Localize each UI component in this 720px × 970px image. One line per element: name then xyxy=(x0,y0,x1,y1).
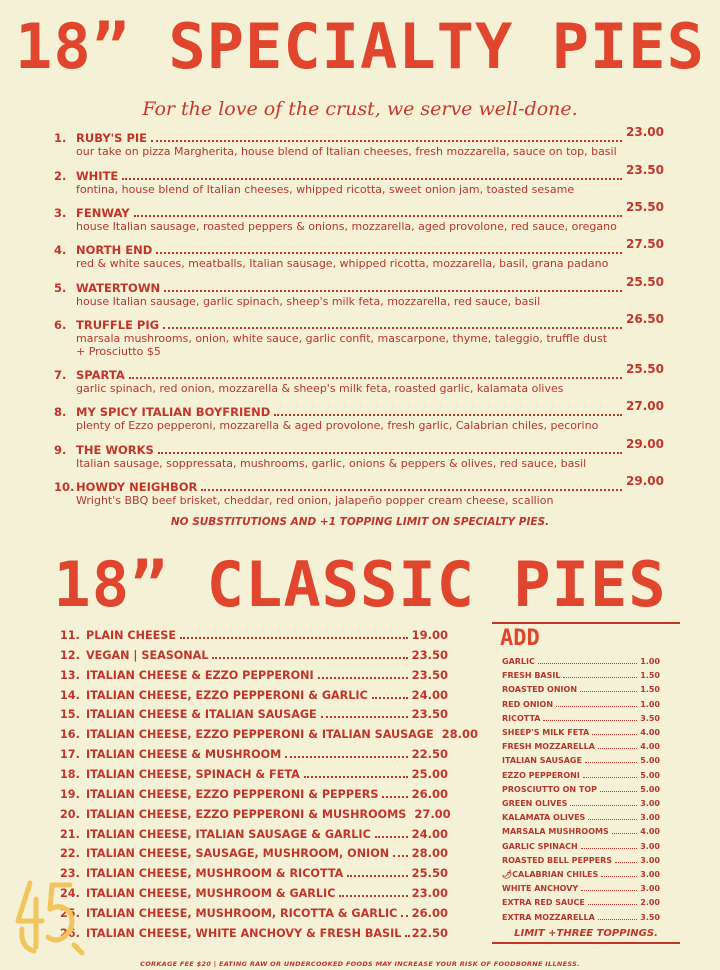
add-item xyxy=(502,728,660,737)
add-item xyxy=(502,884,660,893)
specialty-pies-title: 18” SPECIALTY PIES xyxy=(15,10,705,83)
item-name: ITALIAN CHEESE, EZZO PEPPERONI & MUSHROOMS xyxy=(86,808,407,821)
dot-leader xyxy=(372,697,408,699)
dot-leader xyxy=(612,833,638,834)
add-item-price: 3.00 xyxy=(640,842,660,851)
add-item xyxy=(502,827,660,836)
item-price: 26.50 xyxy=(626,312,664,326)
add-item-name: FRESH BASIL xyxy=(502,671,561,680)
add-item xyxy=(502,856,660,865)
add-item xyxy=(502,700,660,709)
item-number: 2. xyxy=(54,169,67,183)
classic-item xyxy=(60,648,448,662)
dot-leader xyxy=(580,691,637,692)
item-name: ITALIAN CHEESE, SPINACH & FETA xyxy=(86,768,300,781)
specialty-item xyxy=(54,474,664,507)
add-item-price: 5.00 xyxy=(640,785,660,794)
item-price: 22.50 xyxy=(411,926,448,940)
item-number: 24. xyxy=(60,887,80,900)
item-description: our take on pizza Margherita, house blend of Italian cheeses, fresh mozzarella, sauce on top, basil xyxy=(76,145,617,158)
dot-leader xyxy=(151,140,622,142)
item-number: 4. xyxy=(54,243,67,257)
add-item-name: EZZO PEPPERONI xyxy=(502,771,580,780)
specialty-item-line xyxy=(54,237,664,257)
item-description: Italian sausage, soppressata, mushrooms, garlic, onions & peppers & olives, red sauce, basil xyxy=(76,457,587,470)
classic-item xyxy=(60,668,448,682)
dot-leader xyxy=(592,734,637,735)
add-item-price: 3.00 xyxy=(640,813,660,822)
add-limit-note: LIMIT +THREE TOPPINGS. xyxy=(514,928,658,939)
add-item xyxy=(502,870,660,879)
add-item-price: 3.00 xyxy=(640,870,660,879)
restaurant-logo-icon xyxy=(12,875,90,957)
specialty-item-line xyxy=(54,474,664,494)
dot-leader xyxy=(347,875,407,877)
classic-item xyxy=(60,807,451,821)
specialty-item xyxy=(54,399,664,432)
item-description: house Italian sausage, roasted peppers & onions, mozzarella, aged provolone, red sauce, oregano xyxy=(76,220,617,233)
dot-leader xyxy=(601,876,637,877)
add-item xyxy=(502,714,660,723)
add-item-name: KALAMATA OLIVES xyxy=(502,813,586,822)
item-price: 23.50 xyxy=(411,648,448,662)
item-number: 12. xyxy=(60,649,80,662)
add-box-bottom-rule xyxy=(492,942,680,944)
item-name: VEGAN | SEASONAL xyxy=(86,649,209,662)
item-price: 24.00 xyxy=(411,688,448,702)
add-item-name: MARSALA MUSHROOMS xyxy=(502,827,609,836)
item-name: TRUFFLE PIG xyxy=(76,318,160,332)
item-price: 23.50 xyxy=(411,668,448,682)
item-description: fontina, house blend of Italian cheeses, whipped ricotta, sweet onion jam, toasted sesame xyxy=(76,183,575,196)
add-item-price: 4.00 xyxy=(640,827,660,836)
item-name: ITALIAN CHEESE, EZZO PEPPERONI & ITALIAN SAUSAGE xyxy=(86,728,434,741)
specialty-item xyxy=(54,362,664,395)
tagline: For the love of the crust, we serve well-done. xyxy=(142,98,578,120)
dot-leader xyxy=(321,716,408,718)
dot-leader xyxy=(588,904,637,905)
item-name: ITALIAN CHEESE, EZZO PEPPERONI & PEPPERS xyxy=(86,788,379,801)
item-name: HOWDY NEIGHBOR xyxy=(76,480,198,494)
dot-leader xyxy=(201,489,622,491)
dot-leader xyxy=(382,796,407,798)
item-number: 21. xyxy=(60,828,80,841)
dot-leader xyxy=(274,414,622,416)
specialty-item xyxy=(54,437,664,470)
add-item-price: 3.00 xyxy=(640,884,660,893)
item-name: WATERTOWN xyxy=(76,281,161,295)
classic-item xyxy=(60,628,448,642)
item-name: NORTH END xyxy=(76,243,153,257)
add-item xyxy=(502,771,660,780)
item-price: 28.00 xyxy=(441,727,479,741)
item-price: 25.50 xyxy=(626,362,664,376)
item-price: 22.50 xyxy=(411,747,448,761)
item-price: 23.00 xyxy=(411,886,448,900)
classic-item xyxy=(60,747,448,761)
item-name: ITALIAN CHEESE, MUSHROOM & GARLIC xyxy=(86,887,336,900)
add-item-price: 3.50 xyxy=(640,714,660,723)
add-item-price: 4.00 xyxy=(640,742,660,751)
footer-disclaimer: CORKAGE FEE $20 | EATING RAW OR UNDERCOOKED FOODS MAY INCREASE YOUR RISK OF FOODBORNE ILLNESS. xyxy=(140,960,580,968)
item-name: ITALIAN CHEESE, EZZO PEPPERONI & GARLIC xyxy=(86,689,368,702)
add-item-price: 2.00 xyxy=(640,898,660,907)
item-number: 10. xyxy=(54,480,75,494)
add-item-name: ITALIAN SAUSAGE xyxy=(502,756,582,765)
item-number: 20. xyxy=(60,808,80,821)
classic-pies-title: 18” CLASSIC PIES xyxy=(53,548,667,621)
item-price: 27.00 xyxy=(626,399,664,413)
item-name: ITALIAN CHEESE & ITALIAN SAUSAGE xyxy=(86,708,317,721)
item-price: 23.00 xyxy=(626,125,664,139)
dot-leader xyxy=(339,895,407,897)
item-name: PLAIN CHEESE xyxy=(86,629,176,642)
item-name: RUBY'S PIE xyxy=(76,131,148,145)
add-item-price: 5.00 xyxy=(640,771,660,780)
item-number: 15. xyxy=(60,708,80,721)
item-description: garlic spinach, red onion, mozzarella & sheep's milk feta, roasted garlic, kalamata olives xyxy=(76,382,564,395)
dot-leader xyxy=(585,762,637,763)
classic-item xyxy=(60,866,448,880)
dot-leader xyxy=(570,805,637,806)
item-number: 16. xyxy=(60,728,80,741)
dot-leader xyxy=(129,377,622,379)
item-number: 17. xyxy=(60,748,80,761)
add-item xyxy=(502,913,660,922)
classic-item xyxy=(60,707,448,721)
specialty-item-line xyxy=(54,275,664,295)
specialty-note: NO SUBSTITUTIONS AND +1 TOPPING LIMIT ON SPECIALTY PIES. xyxy=(170,516,550,528)
add-item-name: WHITE ANCHOVY xyxy=(502,884,579,893)
item-price: 28.00 xyxy=(411,846,448,860)
item-price: 25.50 xyxy=(411,866,448,880)
add-item-name: FRESH MOZZARELLA xyxy=(502,742,595,751)
add-item-price: 5.00 xyxy=(640,756,660,765)
add-item xyxy=(502,799,660,808)
add-item xyxy=(502,898,660,907)
add-title: ADD xyxy=(500,626,540,651)
add-item xyxy=(502,785,660,794)
dot-leader xyxy=(393,855,408,857)
classic-item xyxy=(60,827,448,841)
add-item-name: GARLIC xyxy=(502,657,535,666)
add-item xyxy=(502,685,660,694)
classic-item xyxy=(60,906,448,920)
dot-leader xyxy=(164,290,622,292)
dot-leader xyxy=(285,756,407,758)
item-number: 25. xyxy=(60,907,80,920)
item-number: 6. xyxy=(54,318,67,332)
add-item-price: 1.00 xyxy=(640,657,660,666)
specialty-item xyxy=(54,125,664,158)
item-price: 19.00 xyxy=(411,628,448,642)
add-item-name: EXTRA MOZZARELLA xyxy=(502,913,595,922)
classic-item xyxy=(60,688,448,702)
add-item xyxy=(502,813,660,822)
item-price: 27.50 xyxy=(626,237,664,251)
dot-leader xyxy=(158,452,622,454)
specialty-item-line xyxy=(54,200,664,220)
item-name: ITALIAN CHEESE, MUSHROOM & RICOTTA xyxy=(86,867,344,880)
specialty-item-line xyxy=(54,399,664,419)
item-number: 11. xyxy=(60,629,80,642)
dot-leader xyxy=(598,748,637,749)
add-item xyxy=(502,742,660,751)
dot-leader xyxy=(588,819,637,820)
item-name: FENWAY xyxy=(76,206,130,220)
item-price: 25.00 xyxy=(411,767,448,781)
dot-leader xyxy=(122,178,622,180)
dot-leader xyxy=(134,215,622,217)
item-number: 18. xyxy=(60,768,80,781)
add-item-price: 4.00 xyxy=(640,728,660,737)
dot-leader xyxy=(600,791,637,792)
item-price: 25.50 xyxy=(626,275,664,289)
dot-leader xyxy=(180,637,408,639)
item-name: ITALIAN CHEESE & EZZO PEPPERONI xyxy=(86,669,314,682)
dot-leader xyxy=(563,677,637,678)
item-number: 23. xyxy=(60,867,80,880)
classic-item xyxy=(60,846,448,860)
dot-leader xyxy=(556,706,637,707)
dot-leader xyxy=(212,657,407,659)
specialty-item xyxy=(54,312,664,358)
dot-leader xyxy=(375,836,408,838)
add-item-name: RICOTTA xyxy=(502,714,541,723)
item-number: 13. xyxy=(60,669,80,682)
add-item-name: ROASTED ONION xyxy=(502,685,578,694)
item-number: 19. xyxy=(60,788,80,801)
item-number: 9. xyxy=(54,443,67,457)
add-item-price: 1.00 xyxy=(640,700,660,709)
item-number: 5. xyxy=(54,281,67,295)
item-price: 26.00 xyxy=(411,906,448,920)
item-number: 1. xyxy=(54,131,67,145)
item-price: 29.00 xyxy=(626,474,664,488)
item-price: 23.50 xyxy=(411,707,448,721)
classic-item xyxy=(60,767,448,781)
dot-leader xyxy=(598,919,637,920)
specialty-item xyxy=(54,275,664,308)
add-item-name: PROSCIUTTO ON TOP xyxy=(502,785,598,794)
add-item xyxy=(502,657,660,666)
item-price: 23.50 xyxy=(626,163,664,177)
dot-leader xyxy=(163,327,622,329)
add-item-name: ROASTED BELL PEPPERS xyxy=(502,856,613,865)
add-item-name: RED ONION xyxy=(502,700,554,709)
item-name: ITALIAN CHEESE & MUSHROOM xyxy=(86,748,282,761)
add-item xyxy=(502,756,660,765)
item-price: 29.00 xyxy=(626,437,664,451)
add-item-name: GARLIC SPINACH xyxy=(502,842,578,851)
dot-leader xyxy=(538,663,637,664)
specialty-item-line xyxy=(54,362,664,382)
dot-leader xyxy=(401,915,407,917)
item-description: red & white sauces, meatballs, Italian sausage, whipped ricotta, mozzarella, basil, grana padano xyxy=(76,257,609,270)
specialty-item xyxy=(54,237,664,270)
item-name: ITALIAN CHEESE, SAUSAGE, MUSHROOM, ONION xyxy=(86,847,390,860)
item-description: marsala mushrooms, onion, white sauce, garlic confit, mascarpone, thyme, taleggio, truffle dust xyxy=(76,332,608,345)
item-name: ITALIAN CHEESE, WHITE ANCHOVY & FRESH BASIL xyxy=(86,927,402,940)
classic-item xyxy=(60,727,479,741)
classic-item xyxy=(60,787,448,801)
item-number: 3. xyxy=(54,206,67,220)
item-number: 22. xyxy=(60,847,80,860)
specialty-item-line xyxy=(54,125,664,145)
item-price: 25.50 xyxy=(626,200,664,214)
specialty-item xyxy=(54,163,664,196)
item-number: 26. xyxy=(60,927,80,940)
dot-leader xyxy=(304,776,408,778)
classic-item xyxy=(60,886,448,900)
add-item xyxy=(502,671,660,680)
item-price: 26.00 xyxy=(411,787,448,801)
specialty-item-line xyxy=(54,312,664,332)
add-item-name: EXTRA RED SAUCE xyxy=(502,898,585,907)
specialty-item-line xyxy=(54,163,664,183)
add-box-top-rule xyxy=(492,622,680,624)
item-price: 27.00 xyxy=(414,807,451,821)
dot-leader xyxy=(318,677,408,679)
item-description-extra: + Prosciutto $5 xyxy=(76,345,161,358)
add-item-price: 1.50 xyxy=(640,671,660,680)
item-description: house Italian sausage, garlic spinach, sheep's milk feta, mozzarella, red sauce, basil xyxy=(76,295,541,308)
item-name: THE WORKS xyxy=(76,443,154,457)
dot-leader xyxy=(615,862,637,863)
item-name: WHITE xyxy=(76,169,119,183)
add-item-name: 🌶CALABRIAN CHILES xyxy=(502,870,599,879)
item-number: 7. xyxy=(54,368,67,382)
item-description: Wright's BBQ beef brisket, cheddar, red onion, jalapeño popper cream cheese, scallion xyxy=(76,494,554,507)
add-item-name: SHEEP'S MILK FETA xyxy=(502,728,590,737)
classic-item xyxy=(60,926,448,940)
dot-leader xyxy=(156,252,622,254)
add-item-price: 3.50 xyxy=(640,913,660,922)
item-name: MY SPICY ITALIAN BOYFRIEND xyxy=(76,405,271,419)
dot-leader xyxy=(581,890,637,891)
dot-leader xyxy=(405,935,407,937)
add-item-price: 3.00 xyxy=(640,856,660,865)
item-number: 14. xyxy=(60,689,80,702)
add-item-price: 1.50 xyxy=(640,685,660,694)
item-name: SPARTA xyxy=(76,368,125,382)
item-number: 8. xyxy=(54,405,67,419)
add-item-name: GREEN OLIVES xyxy=(502,799,568,808)
item-description: plenty of Ezzo pepperoni, mozzarella & aged provolone, fresh garlic, Calabrian chiles, pecorino xyxy=(76,419,599,432)
dot-leader xyxy=(543,720,637,721)
add-item-price: 3.00 xyxy=(640,799,660,808)
specialty-item-line xyxy=(54,437,664,457)
dot-leader xyxy=(583,777,637,778)
item-name: ITALIAN CHEESE, ITALIAN SAUSAGE & GARLIC xyxy=(86,828,371,841)
item-name: ITALIAN CHEESE, MUSHROOM, RICOTTA & GARLIC xyxy=(86,907,398,920)
add-item xyxy=(502,842,660,851)
specialty-item xyxy=(54,200,664,233)
item-price: 24.00 xyxy=(411,827,448,841)
dot-leader xyxy=(581,848,638,849)
